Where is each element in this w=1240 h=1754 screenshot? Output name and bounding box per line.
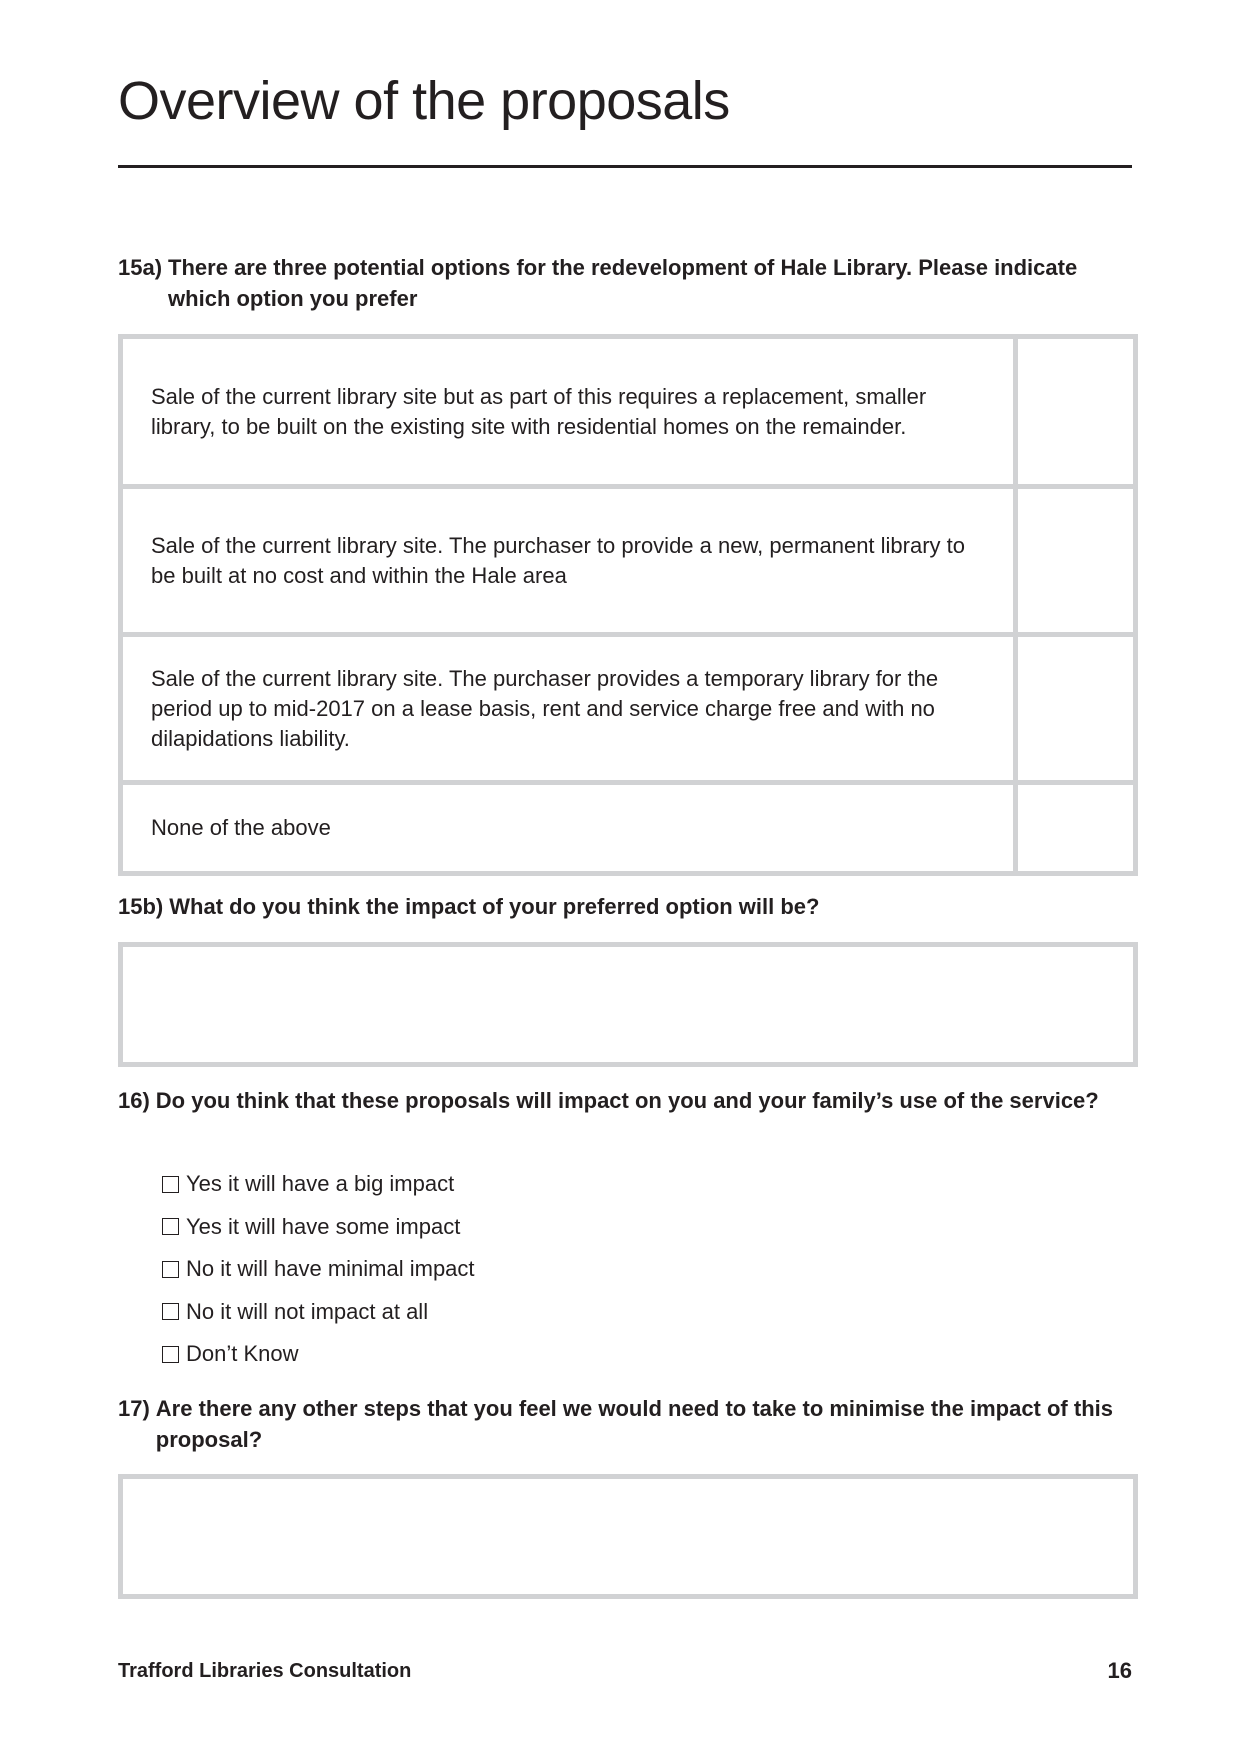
question-text: What do you think the impact of your preferred option will be?	[169, 894, 820, 919]
checkbox-icon[interactable]	[162, 1176, 179, 1193]
checkbox-label: Yes it will have a big impact	[186, 1171, 455, 1197]
checkbox-icon[interactable]	[162, 1303, 179, 1320]
option-select-box[interactable]	[1018, 637, 1133, 780]
option-row	[123, 339, 1133, 489]
checkbox-label: No it will not impact at all	[186, 1298, 429, 1324]
option-row	[123, 637, 1133, 785]
answer-box-15b[interactable]	[118, 942, 1138, 1067]
footer-title: Trafford Libraries Consultation	[118, 1660, 412, 1682]
question-16	[118, 1085, 1118, 1116]
option-select-box[interactable]	[1018, 489, 1133, 632]
option-row	[123, 489, 1133, 637]
impact-checklist	[162, 1163, 475, 1376]
checkbox-label: Don’t Know	[186, 1341, 299, 1367]
question-17	[118, 1393, 1118, 1455]
checklist-item[interactable]	[162, 1163, 475, 1206]
question-number: 17)	[118, 1396, 150, 1421]
option-select-box[interactable]	[1018, 785, 1133, 871]
checkbox-icon[interactable]	[162, 1261, 179, 1278]
question-number: 15b)	[118, 894, 164, 919]
checklist-item[interactable]	[162, 1333, 475, 1376]
title-divider	[118, 165, 1132, 168]
question-15a	[118, 252, 1118, 314]
option-select-box[interactable]	[1018, 339, 1133, 484]
option-label: Sale of the current library site. The purchaser to provide a new, permanent library to be built at no cost and within the Hale area	[123, 489, 1018, 632]
option-row	[123, 785, 1133, 871]
option-label: Sale of the current library site but as part of this requires a replacement, smaller library, to be built on the existing site with residential homes on the remainder.	[123, 339, 1018, 484]
page-title: Overview of the proposals	[118, 71, 730, 131]
question-text: Do you think that these proposals will impact on you and your family’s use of the service?	[155, 1088, 1099, 1113]
question-number: 16)	[118, 1088, 150, 1113]
checklist-item[interactable]	[162, 1291, 475, 1334]
checkbox-icon[interactable]	[162, 1218, 179, 1235]
options-table	[118, 334, 1138, 876]
checkbox-icon[interactable]	[162, 1346, 179, 1363]
option-label: Sale of the current library site. The purchaser provides a temporary library for the period up to mid-2017 on a lease basis, rent and service charge free and with no dilapidations liability.	[123, 637, 1018, 780]
question-number: 15a)	[118, 255, 163, 280]
checklist-item[interactable]	[162, 1248, 475, 1291]
question-text: There are three potential options for the redevelopment of Hale Library. Please indicate which option you prefer	[168, 255, 1078, 311]
answer-box-17[interactable]	[118, 1474, 1138, 1599]
checkbox-label: No it will have minimal impact	[186, 1256, 475, 1282]
checkbox-label: Yes it will have some impact	[186, 1213, 461, 1239]
option-label: None of the above	[123, 785, 1018, 871]
checklist-item[interactable]	[162, 1206, 475, 1249]
question-15b	[118, 891, 1118, 922]
page-number: 16	[1107, 1658, 1132, 1683]
question-text: Are there any other steps that you feel we would need to take to minimise the impact of this proposal?	[155, 1396, 1113, 1452]
